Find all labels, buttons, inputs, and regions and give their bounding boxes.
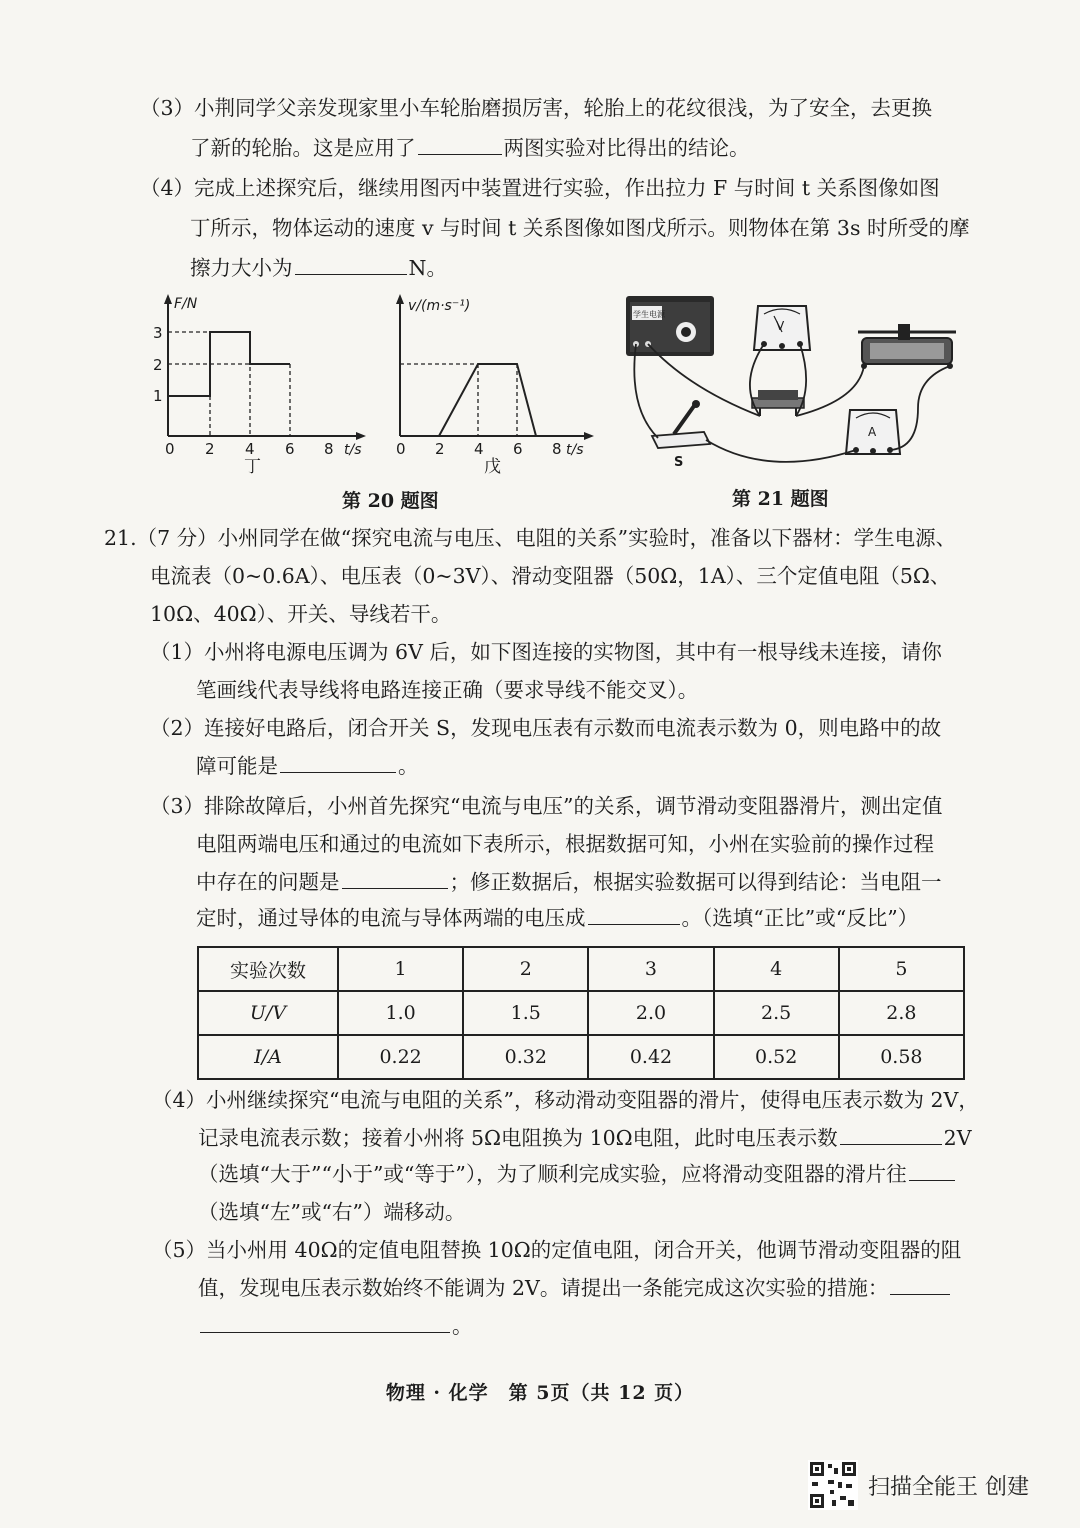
wu-xtick-2: 2 [435, 440, 445, 458]
ding-ytick-1: 1 [153, 387, 163, 405]
velocity-curve [439, 364, 536, 436]
table-row [198, 1035, 964, 1079]
graph-force-time [140, 290, 370, 480]
ammeter [846, 410, 900, 454]
ding-xtick-6: 6 [285, 440, 295, 458]
table-cell: 1.5 [463, 991, 588, 1035]
q20-part4-line1: （4）完成上述探究后，继续用图丙中装置进行实验，作出拉力 F 与时间 t 关系图像如图 [140, 176, 940, 200]
ding-xlabel: t/s [344, 442, 362, 458]
circuit-diagram [618, 288, 968, 474]
q21-part4-line3: （选填“大于”“小于”或“等于”），为了顺利完成实验，应将滑动变阻器的滑片往 [198, 1160, 957, 1188]
q21-part2-line2: 障可能是 。 [196, 754, 419, 778]
table-cell: 2.0 [588, 991, 713, 1035]
scanner-watermark [808, 1460, 1029, 1510]
q21-part3-line4: 定时，通过导体的电流与导体两端的电压成 。（选填“正比”或“反比”） [196, 906, 919, 930]
table-cell: 2.8 [839, 991, 964, 1035]
ding-xtick-8: 8 [324, 440, 334, 458]
wu-name: 戊 [484, 457, 501, 477]
table-cell: 0.58 [839, 1035, 964, 1079]
table-cell: 5 [839, 947, 964, 991]
q21-part3-line2: 电阻两端电压和通过的电流如下表所示，根据数据可知，小州在实验前的操作过程 [196, 832, 934, 856]
table-cell: 0.22 [338, 1035, 463, 1079]
q21-part5-line1: （5）当小州用 40Ω的定值电阻替换 10Ω的定值电阻，闭合开关，他调节滑动变阻器的阻 [152, 1238, 962, 1262]
wu-xtick-6: 6 [513, 440, 523, 458]
svg-text:学生电源: 学生电源 [633, 310, 665, 319]
table-cell: 4 [714, 947, 839, 991]
q21-part3-line3: 中存在的问题是 ；修正数据后，根据实验数据可以得到结论：当电阻一 [196, 870, 942, 894]
switch [652, 400, 710, 470]
ding-ytick-3: 3 [153, 324, 163, 342]
q21-part4-line4: （选填“左”或“右”）端移动。 [198, 1200, 466, 1224]
table-row [198, 947, 964, 991]
power-supply [626, 296, 714, 356]
q20-part3-line1: （3）小荆同学父亲发现家里小车轮胎磨损厉害，轮胎上的花纹很浅，为了安全，去更换 [140, 96, 933, 120]
answer-blank[interactable] [295, 254, 407, 275]
svg-text:A: A [868, 425, 877, 439]
figure21-caption: 第 21 题图 [732, 488, 829, 510]
q21-part2-line1: （2）连接好电路后，闭合开关 S，发现电压表有示数而电流表示数为 0，则电路中的故 [150, 716, 942, 740]
q20-part3-line2: 了新的轮胎。这是应用了 两图实验对比得出的结论。 [190, 136, 750, 160]
ding-ylabel: F/N [174, 296, 198, 312]
wu-ylabel: v/(m·s⁻¹) [408, 298, 471, 314]
table-cell: 1 [338, 947, 463, 991]
table-cell: 实验次数 [198, 947, 338, 991]
q21-part5-line3: 。 [198, 1312, 473, 1340]
answer-blank[interactable] [280, 752, 396, 773]
ding-name: 丁 [244, 457, 261, 477]
table-cell: 2.5 [714, 991, 839, 1035]
rheostat [858, 324, 956, 369]
wu-xlabel: t/s [566, 442, 584, 458]
answer-blank[interactable] [890, 1274, 950, 1295]
wu-xtick-0: 0 [396, 440, 406, 458]
ding-xtick-4: 4 [245, 440, 255, 458]
force-curve [168, 332, 290, 396]
table-cell: 2 [463, 947, 588, 991]
qr-code-icon [808, 1460, 858, 1510]
page-footer: 物理 · 化学 第 5页（共 12 页） [385, 1382, 695, 1404]
q21-part4-line1: （4）小州继续探究“电流与电阻的关系”，移动滑动变阻器的滑片，使得电压表示数为 2V， [152, 1088, 979, 1112]
figure20-caption: 第 20 题图 [342, 490, 439, 512]
q21-part1-line2: 笔画线代表导线将电路连接正确（要求导线不能交叉）。 [196, 678, 699, 702]
table-cell: 0.42 [588, 1035, 713, 1079]
table-cell: 0.32 [463, 1035, 588, 1079]
ding-ytick-2: 2 [153, 356, 163, 374]
q21-part5-line2: 值，发现电压表示数始终不能调为 2V。请提出一条能完成这次实验的措施： [198, 1274, 952, 1302]
fixed-resistor [752, 390, 804, 416]
q21-part1-line1: （1）小州将电源电压调为 6V 后，如下图连接的实物图，其中有一根导线未连接，请你 [150, 640, 942, 664]
svg-text:V: V [776, 319, 785, 333]
svg-text:S: S [674, 455, 684, 470]
q21-part4-line2: 记录电流表示数；接着小州将 5Ω电阻换为 10Ω电阻，此时电压表示数 2V [198, 1126, 972, 1150]
table-cell: U/V [198, 991, 338, 1035]
ding-xtick-0: 0 [165, 440, 175, 458]
table-cell: 1.0 [338, 991, 463, 1035]
q21-line2: 电流表（0~0.6A）、电压表（0~3V）、滑动变阻器（50Ω，1A）、三个定值电阻（5Ω、 [150, 564, 951, 588]
answer-blank[interactable] [840, 1124, 942, 1145]
table-row [198, 991, 964, 1035]
table-cell: 0.52 [714, 1035, 839, 1079]
ding-xtick-2: 2 [205, 440, 215, 458]
answer-blank[interactable] [588, 904, 680, 925]
table-cell: 3 [588, 947, 713, 991]
wu-xtick-8: 8 [552, 440, 562, 458]
q20-part4-line3: 擦力大小为 N。 [190, 256, 447, 280]
q21-line1: 21.（7 分）小州同学在做“探究电流与电压、电阻的关系”实验时，准备以下器材：学生电源、 [104, 526, 957, 550]
data-table [197, 946, 965, 1080]
table-cell: I/A [198, 1035, 338, 1079]
watermark-text: 扫描全能王 创建 [868, 1474, 1029, 1500]
answer-blank[interactable] [418, 134, 502, 155]
answer-blank[interactable] [909, 1160, 955, 1181]
voltmeter [754, 306, 810, 350]
answer-blank[interactable] [200, 1312, 450, 1333]
answer-blank[interactable] [342, 868, 448, 889]
graph-velocity-time [376, 290, 606, 480]
q21-line3: 10Ω、40Ω）、开关、导线若干。 [150, 602, 452, 626]
q21-part3-line1: （3）排除故障后，小州首先探究“电流与电压”的关系，调节滑动变阻器滑片，测出定值 [150, 794, 943, 818]
q20-part4-line2: 丁所示，物体运动的速度 v 与时间 t 关系图像如图戊所示。则物体在第 3s 时所受的摩 [190, 216, 970, 240]
wu-xtick-4: 4 [474, 440, 484, 458]
